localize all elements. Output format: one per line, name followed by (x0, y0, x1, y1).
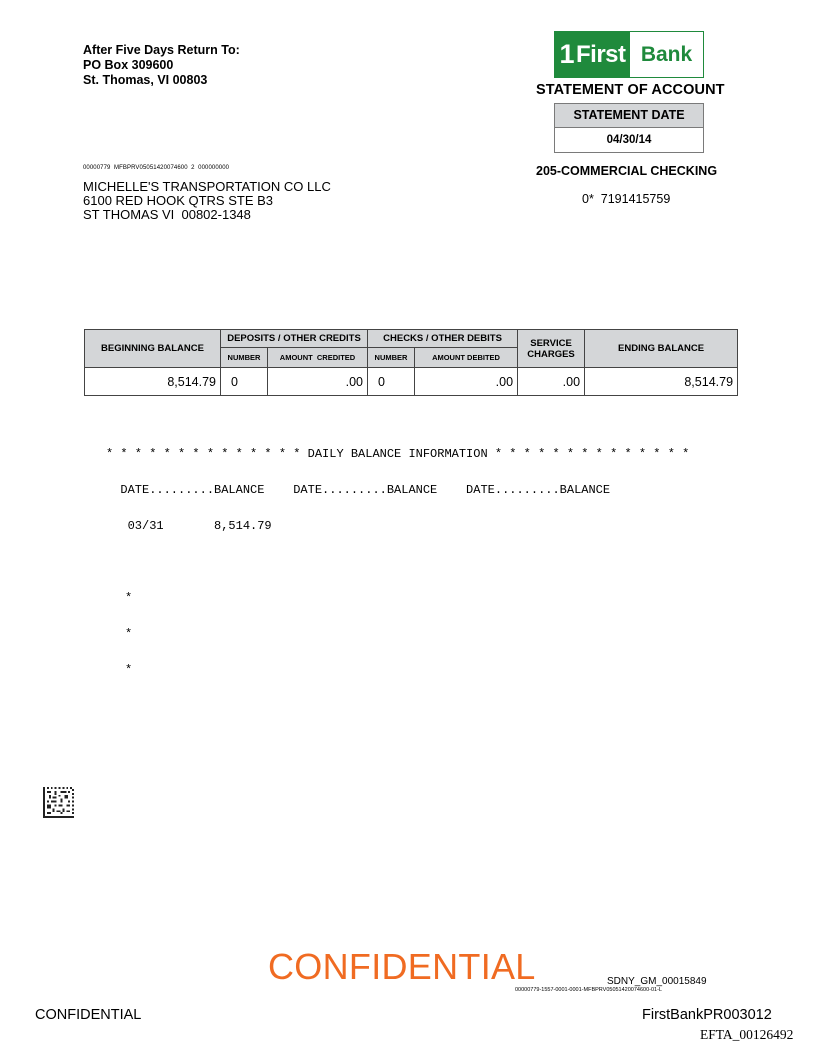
summary-header-row-1 (85, 330, 738, 348)
header-beginning-balance: BEGINNING BALANCE (85, 330, 221, 368)
customer-name: MICHELLE'S TRANSPORTATION CO LLC (83, 179, 331, 194)
firstbank-logo (554, 31, 704, 78)
confidential-stamp: CONFIDENTIAL (268, 946, 536, 987)
header-checks-number: NUMBER (368, 348, 415, 368)
logo-numeral: 1 (559, 39, 574, 69)
customer-street: 6100 RED HOOK QTRS STE B3 (83, 193, 274, 208)
account-number: 0* 7191415759 (582, 192, 671, 206)
checks-number-value: 0 (368, 368, 415, 396)
daily-balance-banner: * * * * * * * * * * * * * * DAILY BALANCE INFORMATION * * * * * * * * * * * * * * (106, 447, 690, 461)
amount-debited-value: .00 (415, 368, 518, 396)
return-address-line3: St. Thomas, VI 00803 (83, 73, 208, 87)
sdny-bates-number: SDNY_GM_00015849 (607, 976, 707, 987)
daily-balance-star: * (125, 663, 133, 677)
summary-values-row (85, 368, 738, 396)
ending-balance-value: 8,514.79 (585, 368, 738, 396)
daily-balance-section (106, 424, 689, 688)
header-amount-credited: AMOUNT CREDITED (268, 348, 368, 368)
header-checks: CHECKS / OTHER DEBITS (368, 330, 518, 348)
statement-date-box (554, 103, 704, 153)
logo-first (555, 32, 630, 77)
header-ending-balance: ENDING BALANCE (585, 330, 738, 368)
statement-title: STATEMENT OF ACCOUNT (536, 82, 725, 98)
header-service-line2: CHARGES (527, 348, 575, 360)
firstbank-bates-number: FirstBankPR003012 (642, 1007, 772, 1023)
amount-credited-value: .00 (268, 368, 368, 396)
header-deposits: DEPOSITS / OTHER CREDITS (221, 330, 368, 348)
fine-print-code: 00000779-1557-0001-0001-MFBPRV05051420074600-01-L (515, 987, 662, 993)
account-type: 205-COMMERCIAL CHECKING (536, 164, 718, 178)
customer-city: ST THOMAS VI 00802-1348 (83, 207, 251, 222)
beginning-balance-value: 8,514.79 (85, 368, 221, 396)
deposits-number-value: 0 (221, 368, 268, 396)
return-address-line1: After Five Days Return To: (83, 43, 240, 57)
logo-bank: Bank (630, 32, 703, 77)
service-charges-value: .00 (518, 368, 585, 396)
return-address-line2: PO Box 309600 (83, 58, 174, 72)
account-summary-table (84, 329, 738, 396)
daily-balance-header: DATE.........BALANCE DATE.........BALANCE DATE.........BALANCE (106, 483, 611, 497)
statement-date-label: STATEMENT DATE (555, 104, 703, 128)
statement-date-value: 04/30/14 (555, 128, 703, 152)
header-service-charges (518, 330, 585, 368)
confidential-footer-label: CONFIDENTIAL (35, 1007, 142, 1023)
daily-balance-star: * (125, 591, 133, 605)
header-deposits-number: NUMBER (221, 348, 268, 368)
datamatrix-barcode-icon (43, 787, 74, 818)
mailing-address (83, 180, 331, 222)
logo-first-text: First (576, 40, 626, 68)
efta-number: EFTA_00126492 (700, 1027, 794, 1042)
daily-balance-star: * (125, 627, 133, 641)
mailing-code-line: 00000779 MFBPRV05051420074600 2 000000000 (83, 165, 230, 171)
header-amount-debited: AMOUNT DEBITED (415, 348, 518, 368)
daily-balance-row: 03/31 8,514.79 (106, 519, 272, 533)
header-service-line1: SERVICE (530, 337, 572, 349)
return-address (83, 43, 240, 88)
